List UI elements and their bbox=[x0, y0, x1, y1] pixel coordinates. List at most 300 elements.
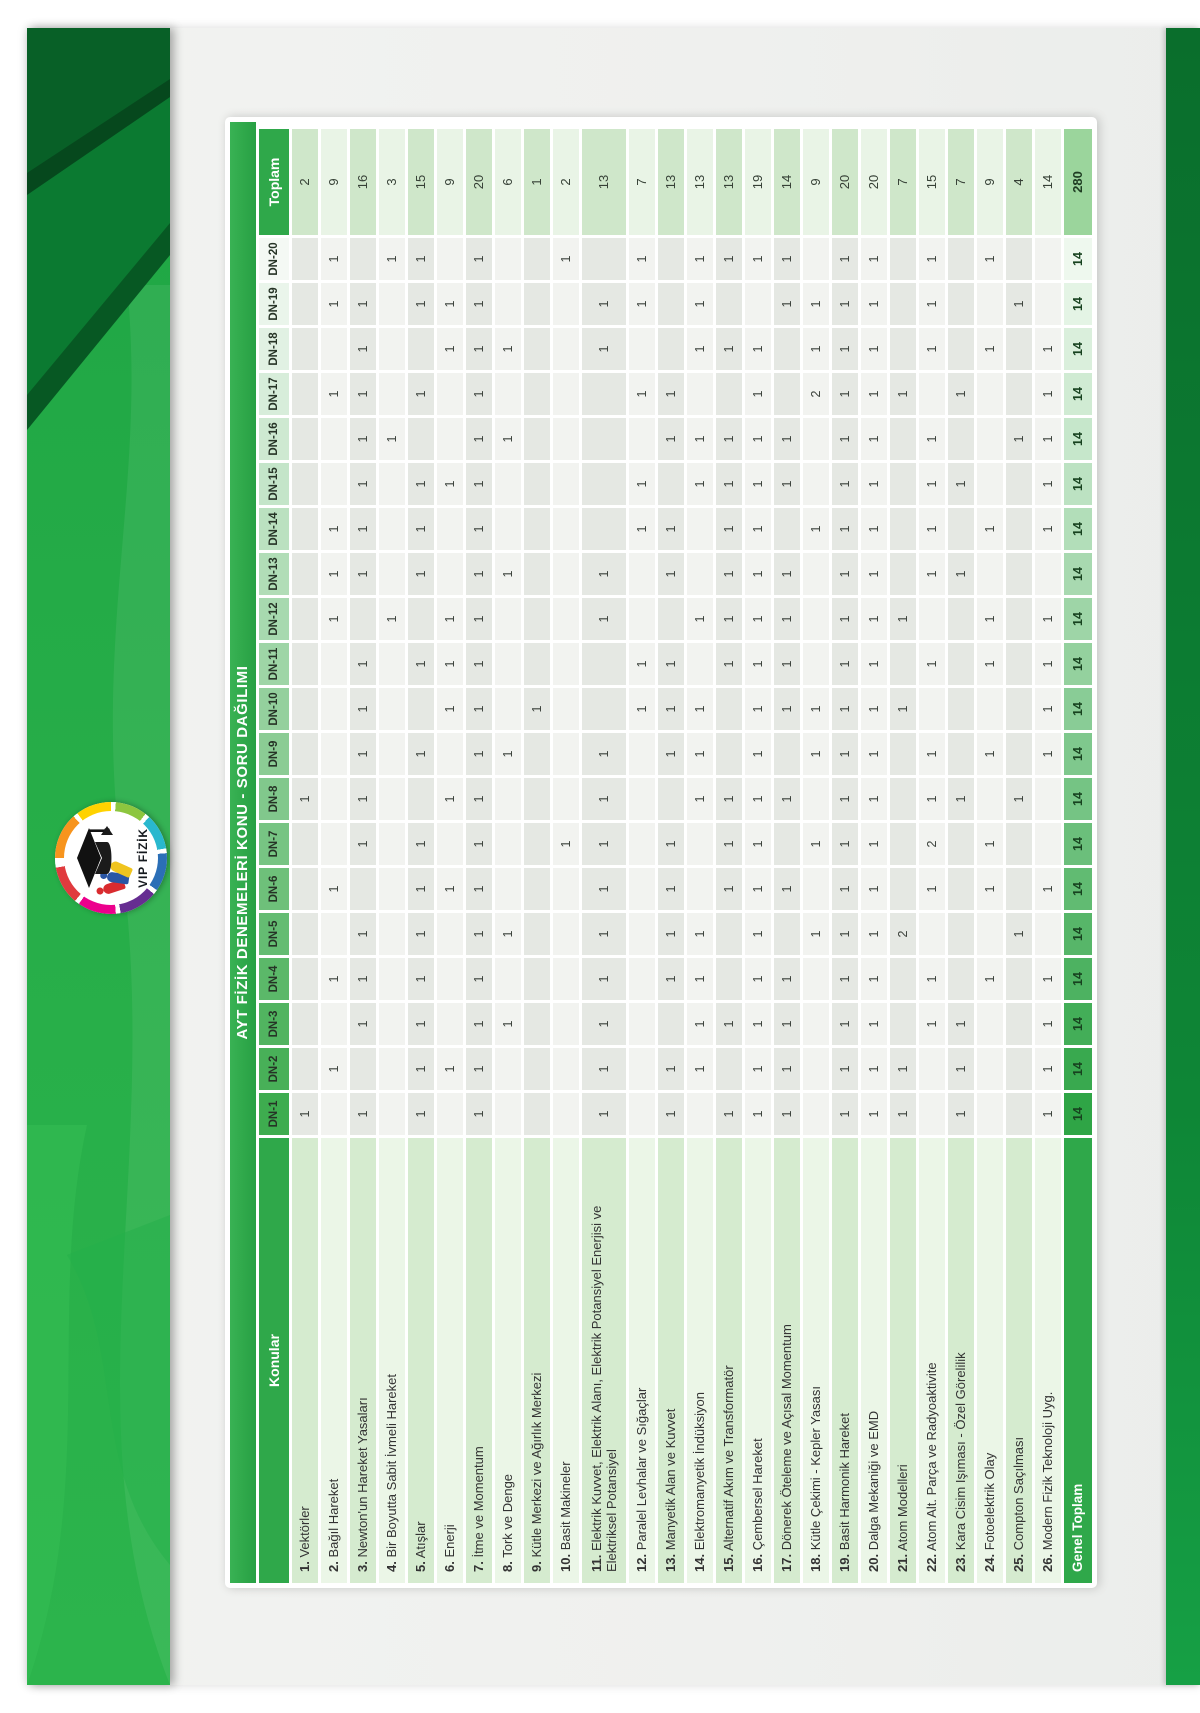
column-total-cell: 14 bbox=[1064, 643, 1092, 685]
question-count-cell: 1 bbox=[658, 868, 684, 910]
question-count-cell: 1 bbox=[890, 1093, 916, 1135]
question-count-cell: 1 bbox=[495, 913, 521, 955]
question-count-cell: 1 bbox=[687, 283, 713, 325]
table-body bbox=[292, 122, 1061, 1583]
question-count-cell: 1 bbox=[350, 913, 376, 955]
question-count-cell bbox=[582, 508, 626, 550]
question-count-cell: 1 bbox=[687, 1048, 713, 1090]
question-count-cell bbox=[553, 328, 579, 370]
question-count-cell: 1 bbox=[687, 598, 713, 640]
question-count-cell bbox=[292, 238, 318, 280]
question-count-cell: 1 bbox=[687, 778, 713, 820]
question-count-cell bbox=[803, 643, 829, 685]
question-count-cell: 1 bbox=[774, 418, 800, 460]
question-count-cell bbox=[437, 1093, 463, 1135]
column-total-cell: 14 bbox=[1064, 688, 1092, 730]
question-count-cell bbox=[803, 418, 829, 460]
question-count-cell: 1 bbox=[745, 238, 771, 280]
question-count-cell: 1 bbox=[350, 733, 376, 775]
question-count-cell: 1 bbox=[716, 418, 742, 460]
question-count-cell bbox=[379, 1048, 405, 1090]
question-count-cell bbox=[524, 643, 550, 685]
question-count-cell: 1 bbox=[919, 418, 945, 460]
question-count-cell: 1 bbox=[658, 913, 684, 955]
grand-total-label: Genel Toplam bbox=[1064, 1138, 1092, 1583]
question-count-cell: 1 bbox=[495, 1003, 521, 1045]
question-count-cell: 1 bbox=[466, 733, 492, 775]
question-count-cell: 1 bbox=[466, 913, 492, 955]
question-count-cell bbox=[495, 598, 521, 640]
question-count-cell bbox=[524, 463, 550, 505]
question-count-cell bbox=[1006, 1048, 1032, 1090]
question-count-cell: 1 bbox=[350, 328, 376, 370]
question-count-cell: 1 bbox=[582, 283, 626, 325]
question-count-cell bbox=[495, 508, 521, 550]
question-count-cell: 1 bbox=[658, 508, 684, 550]
question-count-cell: 1 bbox=[919, 553, 945, 595]
topic-name: 23. Kara Cisim Işıması - Özel Görelilik bbox=[948, 1138, 974, 1583]
question-count-cell bbox=[629, 1048, 655, 1090]
question-count-cell: 1 bbox=[890, 373, 916, 415]
column-total-cell: 14 bbox=[1064, 508, 1092, 550]
question-count-cell bbox=[553, 418, 579, 460]
question-count-cell bbox=[1006, 823, 1032, 865]
question-count-cell: 1 bbox=[832, 598, 858, 640]
row-total-cell: 13 bbox=[716, 129, 742, 235]
column-header-dn-3: DN-3 bbox=[259, 1003, 289, 1045]
question-count-cell: 1 bbox=[466, 778, 492, 820]
question-count-cell: 1 bbox=[582, 553, 626, 595]
topic-name: 4. Bir Boyutta Sabit İvmeli Hareket bbox=[379, 1138, 405, 1583]
column-header-dn-1: DN-1 bbox=[259, 1093, 289, 1135]
question-count-cell bbox=[437, 373, 463, 415]
question-count-cell: 1 bbox=[466, 553, 492, 595]
question-count-cell: 1 bbox=[745, 373, 771, 415]
question-count-cell: 1 bbox=[629, 238, 655, 280]
question-count-cell: 1 bbox=[716, 508, 742, 550]
question-count-cell: 1 bbox=[408, 913, 434, 955]
question-count-cell bbox=[350, 868, 376, 910]
topic-row bbox=[861, 122, 887, 1583]
question-count-cell: 1 bbox=[861, 1003, 887, 1045]
question-count-cell bbox=[292, 1003, 318, 1045]
question-count-cell bbox=[803, 598, 829, 640]
question-count-cell: 1 bbox=[350, 823, 376, 865]
question-count-cell bbox=[890, 238, 916, 280]
column-total-cell: 14 bbox=[1064, 238, 1092, 280]
question-count-cell: 1 bbox=[321, 958, 347, 1000]
question-count-cell: 1 bbox=[803, 508, 829, 550]
question-count-cell: 1 bbox=[408, 643, 434, 685]
question-count-cell bbox=[350, 598, 376, 640]
question-count-cell bbox=[582, 373, 626, 415]
question-count-cell bbox=[948, 733, 974, 775]
topic-name: 12. Paralel Levhalar ve Sığaçlar bbox=[629, 1138, 655, 1583]
question-count-cell: 1 bbox=[321, 868, 347, 910]
question-count-cell bbox=[1006, 598, 1032, 640]
topic-row bbox=[1006, 122, 1032, 1583]
topic-row bbox=[629, 122, 655, 1583]
question-count-cell: 1 bbox=[977, 823, 1003, 865]
row-total-cell: 9 bbox=[803, 129, 829, 235]
question-count-cell: 1 bbox=[745, 418, 771, 460]
topic-row bbox=[745, 122, 771, 1583]
question-count-cell: 1 bbox=[977, 328, 1003, 370]
question-count-cell bbox=[524, 1048, 550, 1090]
question-count-cell: 1 bbox=[687, 418, 713, 460]
question-count-cell bbox=[629, 1093, 655, 1135]
question-count-cell bbox=[553, 553, 579, 595]
column-header-dn-7: DN-7 bbox=[259, 823, 289, 865]
question-count-cell bbox=[495, 1093, 521, 1135]
question-count-cell: 1 bbox=[745, 823, 771, 865]
question-count-cell: 1 bbox=[629, 508, 655, 550]
question-count-cell: 1 bbox=[350, 463, 376, 505]
question-count-cell: 1 bbox=[408, 733, 434, 775]
row-total-cell: 1 bbox=[524, 129, 550, 235]
question-count-cell: 1 bbox=[658, 688, 684, 730]
row-total-cell: 20 bbox=[466, 129, 492, 235]
question-count-cell bbox=[890, 553, 916, 595]
question-count-cell: 1 bbox=[745, 1003, 771, 1045]
question-count-cell: 1 bbox=[408, 958, 434, 1000]
question-count-cell: 1 bbox=[716, 328, 742, 370]
question-count-cell: 1 bbox=[948, 1093, 974, 1135]
question-count-cell: 1 bbox=[582, 913, 626, 955]
question-count-cell: 1 bbox=[861, 463, 887, 505]
question-count-cell: 1 bbox=[1006, 418, 1032, 460]
question-count-cell bbox=[890, 463, 916, 505]
question-count-cell: 1 bbox=[861, 643, 887, 685]
question-count-cell: 1 bbox=[1035, 418, 1061, 460]
question-count-cell: 1 bbox=[774, 238, 800, 280]
question-count-cell: 1 bbox=[716, 778, 742, 820]
question-count-cell: 1 bbox=[350, 553, 376, 595]
question-count-cell: 2 bbox=[890, 913, 916, 955]
question-count-cell: 1 bbox=[745, 1048, 771, 1090]
question-count-cell: 1 bbox=[803, 283, 829, 325]
question-count-cell bbox=[379, 823, 405, 865]
question-count-cell: 1 bbox=[582, 733, 626, 775]
question-count-cell bbox=[948, 598, 974, 640]
question-count-cell bbox=[977, 553, 1003, 595]
question-count-cell: 1 bbox=[745, 778, 771, 820]
question-count-cell bbox=[524, 238, 550, 280]
question-count-cell bbox=[553, 463, 579, 505]
question-count-cell bbox=[890, 283, 916, 325]
topic-name: 19. Basit Harmonik Hareket bbox=[832, 1138, 858, 1583]
topic-row bbox=[466, 122, 492, 1583]
question-count-cell bbox=[745, 283, 771, 325]
topic-name: 9. Kütle Merkezi ve Ağırlık Merkezi bbox=[524, 1138, 550, 1583]
question-count-cell: 1 bbox=[629, 283, 655, 325]
question-count-cell bbox=[919, 1093, 945, 1135]
topic-row bbox=[524, 122, 550, 1583]
question-count-cell: 1 bbox=[350, 373, 376, 415]
question-count-cell: 1 bbox=[919, 868, 945, 910]
question-count-cell bbox=[495, 778, 521, 820]
question-count-cell bbox=[437, 418, 463, 460]
question-count-cell bbox=[687, 643, 713, 685]
row-total-cell: 14 bbox=[1035, 129, 1061, 235]
question-count-cell: 1 bbox=[977, 958, 1003, 1000]
question-count-cell bbox=[553, 1093, 579, 1135]
question-count-cell: 1 bbox=[582, 1003, 626, 1045]
question-count-cell: 1 bbox=[350, 283, 376, 325]
question-count-cell: 1 bbox=[803, 913, 829, 955]
question-count-cell bbox=[1006, 688, 1032, 730]
topic-name: 17. Dönerek Öteleme ve Açısal Momentum bbox=[774, 1138, 800, 1583]
question-count-cell: 1 bbox=[495, 328, 521, 370]
question-count-cell bbox=[919, 688, 945, 730]
question-count-cell: 1 bbox=[745, 553, 771, 595]
question-count-cell bbox=[1006, 328, 1032, 370]
question-count-cell: 1 bbox=[1006, 778, 1032, 820]
question-count-cell: 1 bbox=[408, 463, 434, 505]
question-count-cell: 1 bbox=[687, 913, 713, 955]
question-count-cell: 1 bbox=[832, 1048, 858, 1090]
topic-name: 15. Alternatif Akım ve Transformatör bbox=[716, 1138, 742, 1583]
question-count-cell: 1 bbox=[350, 643, 376, 685]
question-count-cell bbox=[379, 958, 405, 1000]
question-count-cell bbox=[1006, 508, 1032, 550]
question-count-cell bbox=[890, 328, 916, 370]
topic-name: 13. Manyetik Alan ve Kuvvet bbox=[658, 1138, 684, 1583]
question-count-cell bbox=[292, 598, 318, 640]
question-count-cell bbox=[803, 778, 829, 820]
topic-name: 21. Atom Modelleri bbox=[890, 1138, 916, 1583]
question-count-cell: 1 bbox=[687, 733, 713, 775]
question-count-cell bbox=[379, 283, 405, 325]
question-count-cell bbox=[408, 598, 434, 640]
question-count-cell bbox=[292, 1048, 318, 1090]
column-header-dn-17: DN-17 bbox=[259, 373, 289, 415]
question-count-cell: 1 bbox=[408, 508, 434, 550]
column-total-cell: 14 bbox=[1064, 463, 1092, 505]
topic-row bbox=[948, 122, 974, 1583]
question-count-cell: 1 bbox=[466, 1048, 492, 1090]
question-count-cell: 1 bbox=[745, 733, 771, 775]
question-count-cell: 1 bbox=[582, 868, 626, 910]
question-count-cell: 1 bbox=[745, 958, 771, 1000]
question-count-cell bbox=[716, 373, 742, 415]
column-header-dn-11: DN-11 bbox=[259, 643, 289, 685]
question-count-cell: 1 bbox=[321, 283, 347, 325]
question-count-cell: 1 bbox=[687, 688, 713, 730]
question-count-cell: 1 bbox=[832, 508, 858, 550]
question-count-cell: 1 bbox=[716, 553, 742, 595]
row-total-cell: 2 bbox=[292, 129, 318, 235]
question-count-cell: 1 bbox=[832, 733, 858, 775]
question-count-cell bbox=[803, 463, 829, 505]
question-count-cell bbox=[977, 463, 1003, 505]
question-count-cell: 1 bbox=[687, 328, 713, 370]
topic-row bbox=[1035, 122, 1061, 1583]
question-count-cell bbox=[1006, 238, 1032, 280]
question-count-cell bbox=[437, 958, 463, 1000]
question-count-cell bbox=[890, 778, 916, 820]
question-count-cell: 1 bbox=[466, 823, 492, 865]
question-count-cell bbox=[919, 373, 945, 415]
column-total-cell: 14 bbox=[1064, 328, 1092, 370]
question-count-cell: 1 bbox=[466, 418, 492, 460]
question-count-cell bbox=[1006, 733, 1032, 775]
question-count-cell: 1 bbox=[582, 958, 626, 1000]
question-count-cell bbox=[292, 418, 318, 460]
question-count-cell bbox=[977, 1003, 1003, 1045]
table-title: AYT FİZİK DENEMELERİ KONU - SORU DAĞILIMI bbox=[230, 122, 256, 1583]
grand-total-value: 280 bbox=[1064, 129, 1092, 235]
question-count-cell: 1 bbox=[1035, 463, 1061, 505]
topic-name: 25. Compton Saçılması bbox=[1006, 1138, 1032, 1583]
question-count-cell bbox=[553, 373, 579, 415]
question-count-cell: 1 bbox=[919, 733, 945, 775]
question-count-cell bbox=[803, 1093, 829, 1135]
topic-name: 7. İtme ve Momentum bbox=[466, 1138, 492, 1583]
question-count-cell bbox=[1006, 553, 1032, 595]
question-count-cell: 1 bbox=[466, 958, 492, 1000]
topic-row bbox=[582, 122, 626, 1583]
column-total-cell: 14 bbox=[1064, 418, 1092, 460]
question-count-cell bbox=[582, 643, 626, 685]
question-count-cell: 1 bbox=[408, 1093, 434, 1135]
question-count-cell bbox=[977, 1048, 1003, 1090]
question-count-cell: 1 bbox=[861, 418, 887, 460]
question-count-cell bbox=[495, 823, 521, 865]
question-count-cell: 1 bbox=[437, 328, 463, 370]
question-count-cell bbox=[292, 553, 318, 595]
topic-row bbox=[658, 122, 684, 1583]
row-total-cell: 6 bbox=[495, 129, 521, 235]
play-arrow-icon bbox=[101, 826, 113, 835]
question-count-cell bbox=[408, 778, 434, 820]
question-count-cell: 1 bbox=[292, 778, 318, 820]
question-count-cell: 1 bbox=[832, 868, 858, 910]
question-count-cell bbox=[890, 643, 916, 685]
question-count-cell bbox=[1035, 553, 1061, 595]
question-count-cell bbox=[292, 913, 318, 955]
question-count-cell bbox=[437, 553, 463, 595]
question-count-cell bbox=[524, 913, 550, 955]
question-count-cell: 1 bbox=[466, 1093, 492, 1135]
question-count-cell bbox=[948, 283, 974, 325]
question-count-cell bbox=[687, 1093, 713, 1135]
row-total-cell: 2 bbox=[553, 129, 579, 235]
question-count-cell bbox=[379, 1093, 405, 1135]
question-count-cell: 1 bbox=[658, 823, 684, 865]
question-count-cell: 1 bbox=[658, 373, 684, 415]
question-count-cell: 1 bbox=[977, 733, 1003, 775]
question-count-cell bbox=[658, 1003, 684, 1045]
question-count-cell: 1 bbox=[919, 463, 945, 505]
question-count-cell: 1 bbox=[832, 553, 858, 595]
question-count-cell: 1 bbox=[321, 553, 347, 595]
question-count-cell: 1 bbox=[350, 688, 376, 730]
question-count-cell bbox=[321, 1093, 347, 1135]
column-total-cell: 14 bbox=[1064, 958, 1092, 1000]
topic-row bbox=[803, 122, 829, 1583]
question-count-cell bbox=[321, 823, 347, 865]
question-count-cell bbox=[977, 688, 1003, 730]
question-count-cell: 1 bbox=[774, 553, 800, 595]
question-count-cell: 1 bbox=[774, 598, 800, 640]
question-count-cell: 1 bbox=[774, 1003, 800, 1045]
question-count-cell: 1 bbox=[745, 463, 771, 505]
question-count-cell: 1 bbox=[919, 283, 945, 325]
column-total-cell: 14 bbox=[1064, 868, 1092, 910]
question-count-cell bbox=[629, 598, 655, 640]
question-count-cell: 1 bbox=[408, 238, 434, 280]
question-count-cell bbox=[774, 823, 800, 865]
question-count-cell bbox=[774, 733, 800, 775]
question-count-cell bbox=[553, 868, 579, 910]
question-count-cell: 1 bbox=[658, 1048, 684, 1090]
question-count-cell bbox=[803, 958, 829, 1000]
topic-name: 10. Basit Makineler bbox=[553, 1138, 579, 1583]
question-count-cell: 1 bbox=[1035, 958, 1061, 1000]
column-header-dn-15: DN-15 bbox=[259, 463, 289, 505]
question-count-cell bbox=[553, 1048, 579, 1090]
question-count-cell bbox=[582, 688, 626, 730]
question-count-cell bbox=[321, 418, 347, 460]
question-count-cell: 1 bbox=[832, 778, 858, 820]
question-count-cell: 1 bbox=[466, 868, 492, 910]
question-count-cell: 1 bbox=[832, 958, 858, 1000]
question-count-cell: 1 bbox=[861, 373, 887, 415]
topic-name: 5. Atışlar bbox=[408, 1138, 434, 1583]
question-count-cell: 1 bbox=[582, 1093, 626, 1135]
question-count-cell: 1 bbox=[350, 418, 376, 460]
question-count-cell: 1 bbox=[687, 463, 713, 505]
question-count-cell: 1 bbox=[832, 283, 858, 325]
question-count-cell bbox=[687, 373, 713, 415]
question-count-cell: 1 bbox=[437, 1048, 463, 1090]
question-count-cell bbox=[948, 418, 974, 460]
question-count-cell bbox=[524, 868, 550, 910]
question-count-cell bbox=[919, 1048, 945, 1090]
question-count-cell bbox=[379, 688, 405, 730]
rotated-slide-canvas bbox=[27, 28, 1200, 1685]
question-count-cell bbox=[803, 1048, 829, 1090]
question-count-cell: 1 bbox=[1035, 598, 1061, 640]
question-count-cell: 1 bbox=[745, 913, 771, 955]
question-count-cell: 1 bbox=[408, 1003, 434, 1045]
question-count-cell bbox=[890, 418, 916, 460]
question-count-cell: 1 bbox=[408, 283, 434, 325]
question-count-cell bbox=[890, 733, 916, 775]
question-count-cell: 1 bbox=[1035, 1093, 1061, 1135]
question-count-cell: 1 bbox=[803, 823, 829, 865]
question-count-cell bbox=[803, 1003, 829, 1045]
question-count-cell: 1 bbox=[408, 868, 434, 910]
question-count-cell bbox=[948, 328, 974, 370]
question-count-cell bbox=[687, 553, 713, 595]
question-count-cell: 1 bbox=[919, 643, 945, 685]
question-count-cell bbox=[379, 643, 405, 685]
question-count-cell: 1 bbox=[495, 418, 521, 460]
topic-row bbox=[774, 122, 800, 1583]
topic-name: 2. Bağıl Hareket bbox=[321, 1138, 347, 1583]
logo-text: VIP FİZİK bbox=[136, 828, 150, 888]
question-count-cell: 1 bbox=[716, 463, 742, 505]
question-count-cell bbox=[582, 238, 626, 280]
row-total-cell: 13 bbox=[687, 129, 713, 235]
graduation-cap-icon bbox=[75, 826, 121, 890]
question-count-cell bbox=[1006, 868, 1032, 910]
question-count-cell: 1 bbox=[321, 598, 347, 640]
column-header-dn-2: DN-2 bbox=[259, 1048, 289, 1090]
question-count-cell bbox=[553, 733, 579, 775]
